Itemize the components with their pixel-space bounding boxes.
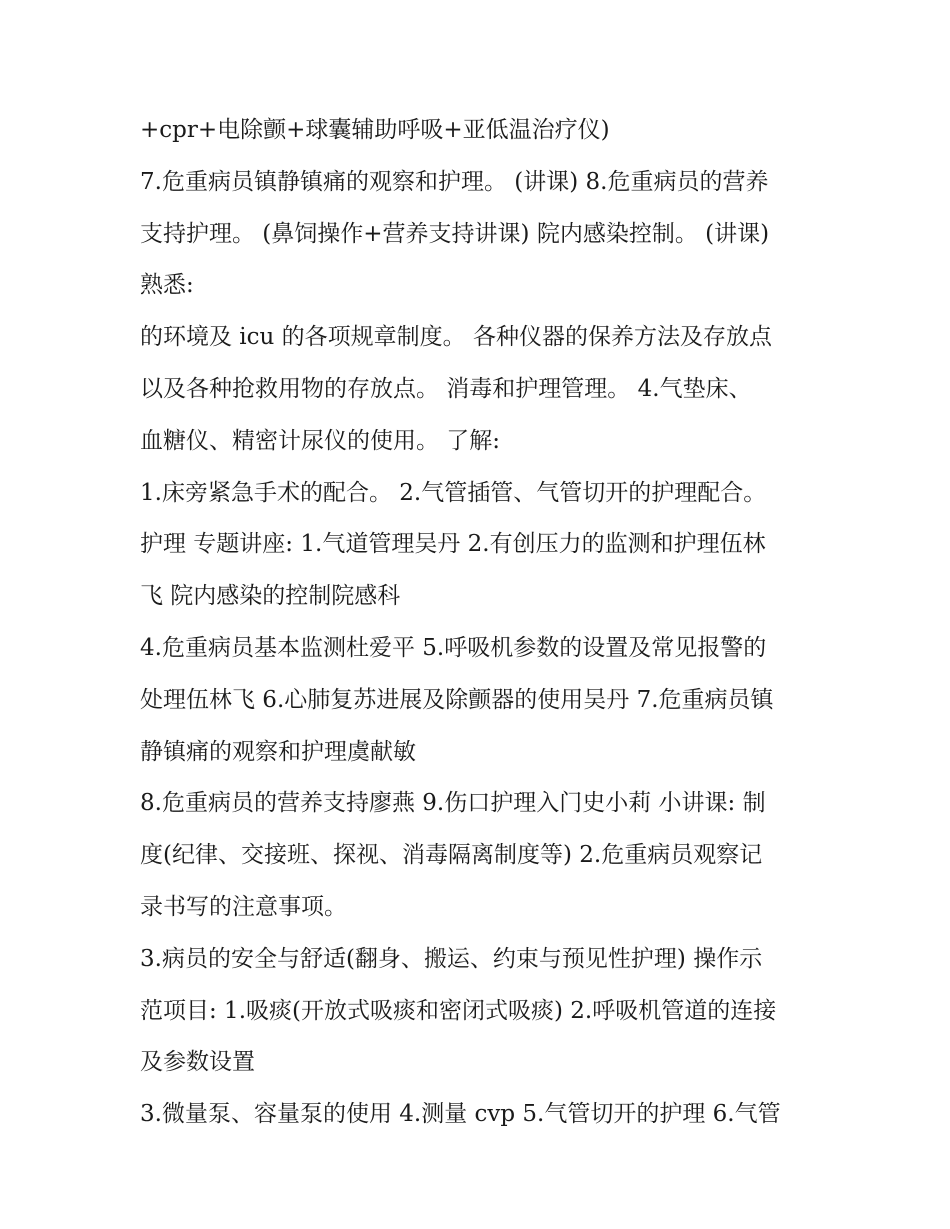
text-line: 1.床旁紧急手术的配合。 2.气管插管、气管切开的护理配合。 [140, 479, 767, 506]
text-line: 飞 院内感染的控制院感科 [140, 583, 401, 610]
text-line: 支持护理。 (鼻饲操作+营养支持讲课) 院内感染控制。 (讲课) [140, 220, 770, 247]
text-line: 以及各种抢救用物的存放点。 消毒和护理管理。 4.气垫床、 [140, 375, 752, 402]
body-text [140, 108, 820, 1144]
text-line: 护理 专题讲座: 1.气道管理吴丹 2.有创压力的监测和护理伍林 [140, 531, 766, 558]
text-line: 录书写的注意事项。 [140, 893, 347, 920]
text-line: 4.危重病员基本监测杜爱平 5.呼吸机参数的设置及常见报警的 [140, 634, 767, 661]
text-line: 及参数设置 [140, 1049, 255, 1076]
text-line: +cpr+电除颤+球囊辅助呼吸+亚低温治疗仪) [140, 117, 610, 143]
text-line: 静镇痛的观察和护理虞献敏 [140, 738, 416, 765]
text-line: 8.危重病员的营养支持廖燕 9.伤口护理入门史小莉 小讲课: 制 [140, 790, 766, 817]
text-line: 处理伍林飞 6.心肺复苏进展及除颤器的使用吴丹 7.危重病员镇 [140, 686, 774, 713]
text-line: 3.微量泵、容量泵的使用 4.测量 cvp 5.气管切开的护理 6.气管 [140, 1101, 781, 1128]
text-line: 熟悉: [140, 272, 194, 299]
text-line: 范项目: 1.吸痰(开放式吸痰和密闭式吸痰) 2.呼吸机管道的连接 [140, 997, 777, 1024]
text-line: 7.危重病员镇静镇痛的观察和护理。 (讲课) 8.危重病员的营养 [140, 168, 769, 195]
text-line: 度(纪律、交接班、探视、消毒隔离制度等) 2.危重病员观察记 [140, 842, 763, 869]
text-line: 3.病员的安全与舒适(翻身、搬运、约束与预见性护理) 操作示 [140, 945, 763, 972]
text-line: 的环境及 icu 的各项规章制度。 各种仪器的保养方法及存放点 [140, 324, 772, 351]
text-line: 血糖仪、精密计尿仪的使用。 了解: [140, 427, 501, 454]
